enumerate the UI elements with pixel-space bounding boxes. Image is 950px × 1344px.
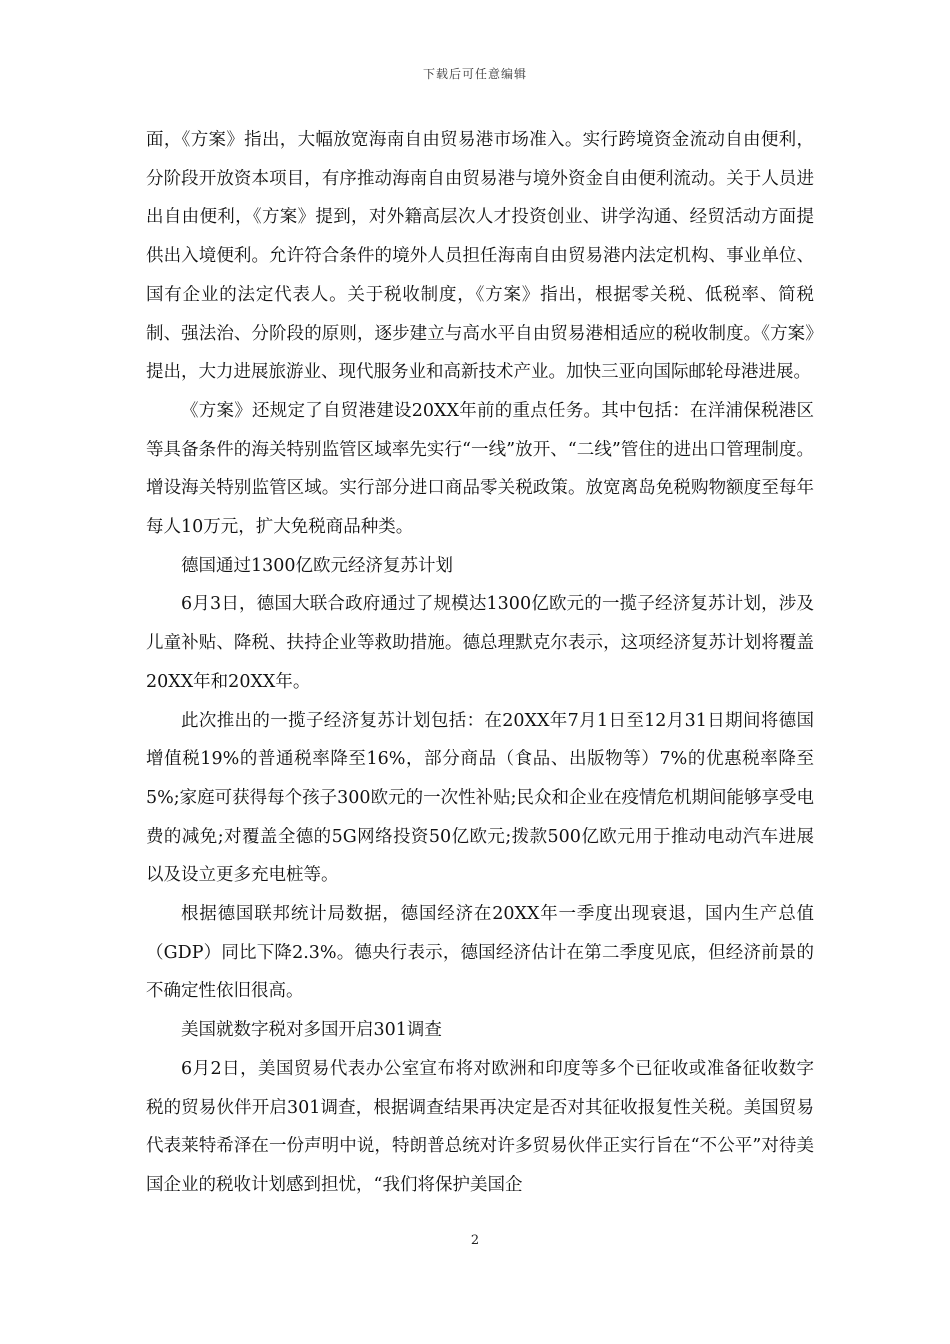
document-body — [146, 121, 814, 1205]
page-number: 2 — [470, 1233, 480, 1248]
paragraph-germany-details: 此次推出的一揽子经济复苏计划包括：在20XX年7月1日至12月31日期间将德国增值税19%的普通税率降至16%，部分商品（食品、出版物等）7%的优惠税率降至5%;家庭可获得每个孩子300欧元的一次性补贴;民众和企业在疫情危机期间能够享受电费的减免;对覆盖全德的5G网络投资50亿欧元;拨款500亿欧元用于推动电动汽车进展以及设立更多充电桩等。 — [146, 710, 814, 886]
paragraph-germany-gdp: 根据德国联邦统计局数据，德国经济在20XX年一季度出现衰退，国内生产总值（GDP）同比下降2.3%。德央行表示，德国经济估计在第二季度见底，但经济前景的不确定性依旧很高。 — [146, 904, 814, 1002]
section-heading-germany: 德国通过1300亿欧元经济复苏计划 — [181, 555, 454, 576]
paragraph-key-tasks: 《方案》还规定了自贸港建设20XX年前的重点任务。其中包括：在洋浦保税港区等具备条件的海关特别监管区域率先实行“一线”放开、“二线”管住的进出口管理制度。增设海关特别监管区域。实行部分进口商品零关税政策。放宽离岛免税购物额度至每年每人10万元，扩大免税商品种类。 — [146, 400, 814, 538]
paragraph-hainan-continued: 面，《方案》指出，大幅放宽海南自由贸易港市场准入。实行跨境资金流动自由便利，分阶段开放资本项目，有序推动海南自由贸易港与境外资金自由便利流动。关于人员进出自由便利，《方案》提到，对外籍高层次人才投资创业、讲学沟通、经贸活动方面提供出入境便利。允许符合条件的境外人员担任海南自由贸易港内法定机构、事业单位、国有企业的法定代表人。关于税收制度，《方案》指出，根据零关税、低税率、简税制、强法治、分阶段的原则，逐步建立与高水平自由贸易港相适应的税收制度。《方案》提出，大力进展旅游业、现代服务业和高新技术产业。加快三亚向国际邮轮母港进展。 — [146, 130, 814, 383]
page-header: 下载后可任意编辑 — [422, 67, 527, 81]
section-heading-us-digital-tax: 美国就数字税对多国开启301调查 — [181, 1020, 442, 1041]
paragraph-us-investigation: 6月2日，美国贸易代表办公室宣布将对欧洲和印度等多个已征收或准备征收数字税的贸易伙伴开启301调查，根据调查结果再决定是否对其征收报复性关税。美国贸易代表莱特希泽在一份声明中说，特朗普总统对许多贸易伙伴正实行旨在“不公平”对待美国企业的税收计划感到担忧，“我们将保护美国企 — [146, 1058, 814, 1195]
paragraph-germany-plan: 6月3日，德国大联合政府通过了规模达1300亿欧元的一揽子经济复苏计划，涉及儿童补贴、降税、扶持企业等救助措施。德总理默克尔表示，这项经济复苏计划将覆盖20XX年和20XX年。 — [146, 594, 814, 692]
